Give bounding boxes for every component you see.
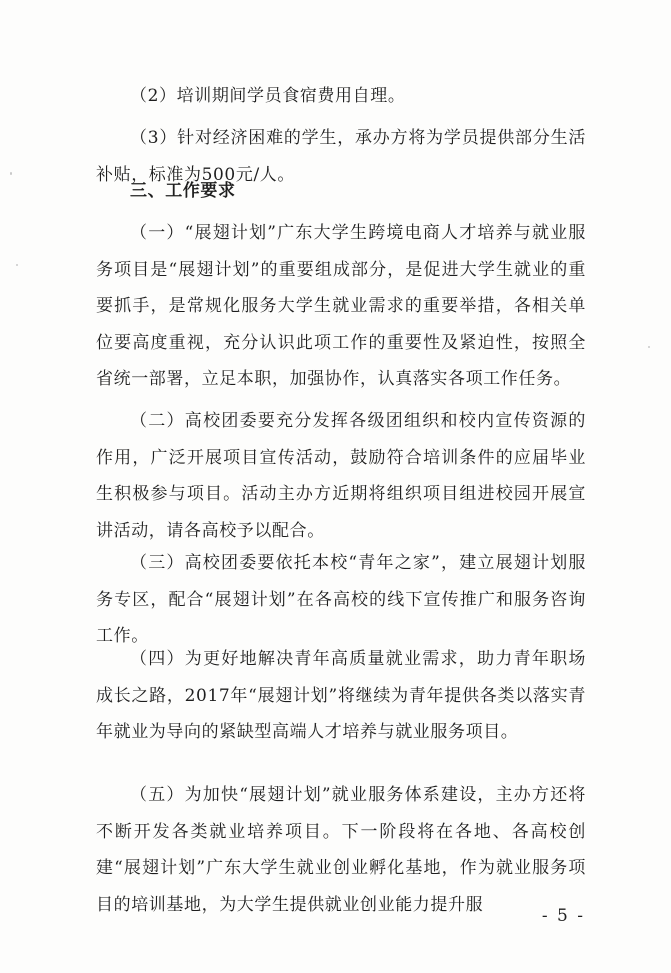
paragraph-living-subsidy: （3）针对经济困难的学生，承办方将为学员提供部分生活补贴，标准为500元/人。 bbox=[96, 128, 586, 185]
scan-speck bbox=[10, 172, 12, 175]
paragraph-requirement-1: （一）“展翅计划”广东大学生跨境电商人才培养与就业服务项目是“展翅计划”的重要组成部分，是促进大学生就业的重要抓手，是常规化服务大学生就业需求的重要举措，各相关单位要高度重视，充分认识此项工作的重要性及紧迫性，按照全省统一部署，立足本职，加强协作，认真落实各项工作任务。 bbox=[96, 223, 586, 389]
paragraph-requirement-5: （五）为加快“展翅计划”就业服务体系建设，主办方还将不断开发各类就业培养项目。下一阶段将在各地、各高校创建“展翅计划”广东大学生就业创业孵化基地，作为就业服务项目的培训基地，为大学生提供就业创业能力提升服 bbox=[96, 785, 586, 915]
scan-speck bbox=[16, 264, 18, 266]
paragraph-requirement-4: （四）为更好地解决青年高质量就业需求，助力青年职场成长之路，2017年“展翅计划”将继续为青年提供各类以落实青年就业为导向的紧缺型高端人才培养与就业服务项目。 bbox=[96, 649, 586, 742]
paragraph-requirement-3: （三）高校团委要依托本校“青年之家”，建立展翅计划服务专区，配合“展翅计划”在各高校的线下宣传推广和服务咨询工作。 bbox=[96, 553, 586, 646]
paragraph-training-costs: （2）培训期间学员食宿费用自理。 bbox=[130, 86, 406, 106]
section-heading-work-requirements: 三、工作要求 bbox=[130, 181, 236, 201]
page-number: - 5 - bbox=[541, 906, 585, 926]
paragraph-requirement-2: （二）高校团委要充分发挥各级团组织和校内宣传资源的作用，广泛开展项目宣传活动，鼓励符合培训条件的应届毕业生积极参与项目。活动主办方近期将组织项目组进校园开展宣讲活动，请各高校予以配合。 bbox=[96, 411, 586, 541]
scan-speck bbox=[648, 346, 650, 348]
